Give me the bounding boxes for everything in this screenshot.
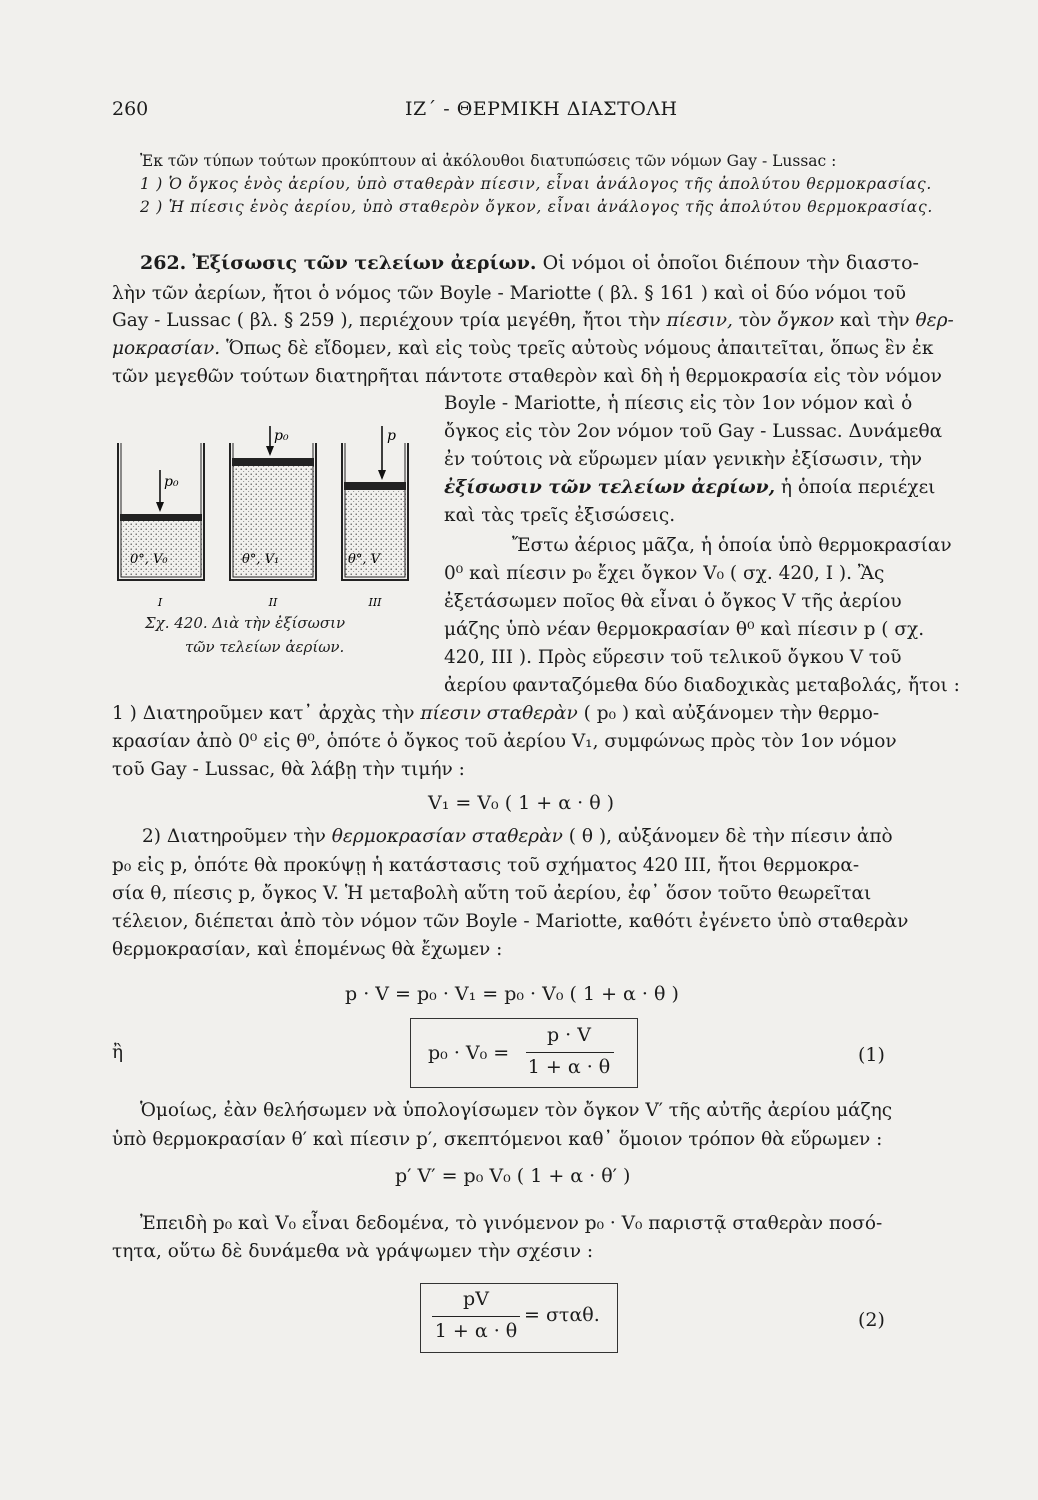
section-line: Boyle - Mariotte, ἡ πίεσις εἰς τὸν 1ον νόμον καὶ ὁ <box>444 393 913 414</box>
fraction-bar <box>432 1316 520 1317</box>
para3-line: ὑπὸ θερμοκρασίαν θ′ καὶ πίεσιν p′, σκεπτόμενοι καθ᾽ ὅμοιον τρόπον θὰ εὕρωμεν : <box>112 1129 883 1150</box>
step2-line: θερμοκρασίαν, καὶ ἑπομένως θὰ ἔχωμεν : <box>112 939 503 960</box>
step2-line: σία θ, πίεσις p, ὄγκος V. Ἡ μεταβολὴ αὕτη τοῦ ἀερίου, ἐφ᾽ ὅσον τοῦτο θεωρεῖται <box>112 883 872 904</box>
para4-line: τητα, οὕτω δὲ δυνάμεθα νὰ γράψωμεν τὴν σχέσιν : <box>112 1241 594 1262</box>
text-run: τὸν <box>738 310 772 331</box>
pressure-label: p₀ <box>164 474 179 490</box>
text-run: ( p₀ ) καὶ αὐξάνομεν τὴν θερμο- <box>583 703 880 724</box>
pressure-label: p <box>387 428 396 444</box>
intro-line: Ἐκ τῶν τύπων τούτων προκύπτουν αἱ ἀκόλουθοι διατυπώσεις τῶν νόμων Gay - Lussac : <box>140 152 837 170</box>
section-text: Οἱ νόμοι οἱ ὁποῖοι διέπουν τὴν διαστο- <box>542 252 919 274</box>
figure-part-label: II <box>268 596 278 609</box>
para4-line: Ἐπειδὴ p₀ καὶ V₀ εἶναι δεδομένα, τὸ γινόμενον p₀ · V₀ παριστᾷ σταθερὰν ποσό- <box>140 1213 883 1234</box>
section-line: ἐξετάσωμεν ποῖος θὰ εἶναι ὁ ὄγκος V τῆς ἀερίου <box>444 591 902 612</box>
state-label: θ°, V₁ <box>242 552 280 567</box>
equation-prime: p′ V′ = p₀ V₀ ( 1 + α · θ′ ) <box>395 1165 631 1187</box>
equation-2-rhs: = σταθ. <box>524 1304 600 1326</box>
equation-2-denominator: 1 + α · θ <box>434 1320 518 1342</box>
section-line: ὄγκος εἰς τὸν 2ον νόμον τοῦ Gay - Lussac. Δυνάμεθα <box>444 421 943 442</box>
text-run: καὶ τὴν <box>839 310 910 331</box>
equation-1-tag: (1) <box>858 1044 885 1066</box>
text-run: Ὅπως δὲ εἴδομεν, καὶ εἰς τοὺς τρεῖς αὐτοὺς νόμους ἀπαιτεῖται, ὅπως ἓν ἐκ <box>226 338 934 359</box>
text-run: 2) Διατηροῦμεν τὴν <box>142 826 326 847</box>
step2-line <box>142 826 893 847</box>
state-label: 0°, V₀ <box>130 552 168 567</box>
text-run: ἐξίσωσιν τῶν τελείων ἀερίων, <box>444 477 776 498</box>
section-line: καὶ τὰς τρεῖς ἐξισώσεις. <box>444 505 676 526</box>
equation-1-denominator: 1 + α · θ <box>527 1056 611 1078</box>
step1-line <box>112 703 879 724</box>
equation-v1: V₁ = V₀ ( 1 + α · θ ) <box>428 792 615 814</box>
page-number: 260 <box>112 98 149 120</box>
section-line: ἐν τούτοις νὰ εὕρωμεν μίαν γενικὴν ἐξίσωσιν, τὴν <box>444 449 923 470</box>
section-line <box>112 338 933 359</box>
text-run: πίεσιν, <box>666 310 733 331</box>
equation-1-numerator: p · V <box>546 1024 591 1046</box>
equation-2-numerator: pV <box>463 1288 489 1310</box>
section-line <box>444 477 935 498</box>
text-run: Gay - Lussac ( βλ. § 259 ), περιέχουν τρία μεγέθη, ἤτοι τὴν <box>112 310 661 331</box>
running-title: ΙΖ΄ - ΘΕΡΜΙΚΗ ΔΙΑΣΤΟΛΗ <box>405 98 678 120</box>
figure-caption: Σχ. 420. Διὰ τὴν ἐξίσωσιν <box>145 614 346 632</box>
section-line: ἀερίου φανταζόμεθα δύο διαδοχικὰς μεταβολάς, ἤτοι : <box>444 675 960 696</box>
text-run: ἡ ὁποία περιέχει <box>780 477 936 498</box>
text-run: θερ- <box>915 310 954 331</box>
equation-boyle: p · V = p₀ · V₁ = p₀ · V₀ ( 1 + α · θ ) <box>345 983 679 1005</box>
law-1: 1 ) Ὁ ὄγκος ἑνὸς ἀερίου, ὑπὸ σταθερὰν πίεσιν, εἶναι ἀνάλογος τῆς ἀπολύτου θερμοκρασίας. <box>140 175 933 193</box>
figure-part-label: I <box>157 596 163 609</box>
section-line: μάζης ὑπὸ νέαν θερμοκρασίαν θ⁰ καὶ πίεσιν p ( σχ. <box>444 619 925 640</box>
section-line: λὴν τῶν ἀερίων, ἤτοι ὁ νόμος τῶν Boyle - Mariotte ( βλ. § 161 ) καὶ οἱ δύο νόμοι τοῦ <box>112 283 907 304</box>
fraction-bar <box>526 1052 614 1053</box>
text-run: ( θ ), αὐξάνομεν δὲ τὴν πίεσιν ἀπὸ <box>568 826 893 847</box>
equation-2-tag: (2) <box>858 1309 885 1331</box>
state-label: θ°, V <box>348 552 380 567</box>
step2-line: τέλειον, διέπεται ἀπὸ τὸν νόμον τῶν Boyle - Mariotte, καθότι ἐγένετο ὑπὸ σταθερὰν <box>112 911 909 932</box>
pressure-label: p₀ <box>274 428 289 444</box>
law-2: 2 ) Ἡ πίεσις ἑνὸς ἀερίου, ὑπὸ σταθερὸν ὄγκον, εἶναι ἀνάλογος τῆς ἀπολύτου θερμοκρασίας. <box>140 198 933 216</box>
equation-1-lhs: p₀ · V₀ = <box>428 1042 510 1064</box>
or-word: ἢ <box>112 1042 124 1063</box>
figure-caption: τῶν τελείων ἀερίων. <box>185 638 345 656</box>
section-line: 0⁰ καὶ πίεσιν p₀ ἔχει ὄγκον V₀ ( σχ. 420, I ). Ἂς <box>444 563 885 584</box>
text-run: μοκρασίαν. <box>112 338 221 359</box>
text-run: ὄγκον <box>777 310 834 331</box>
step1-line: κρασίαν ἀπὸ 0⁰ εἰς θ⁰, ὁπότε ὁ ὄγκος τοῦ ἀερίου V₁, συμφώνως πρὸς τὸν 1ον νόμον <box>112 731 897 752</box>
step2-line: p₀ εἰς p, ὁπότε θὰ προκύψῃ ἡ κατάστασις τοῦ σχήματος 420 III, ἤτοι θερμοκρα- <box>112 855 860 876</box>
text-run: 1 ) Διατηροῦμεν κατ᾽ ἀρχὰς τὴν <box>112 703 415 724</box>
section-title: Ἐξίσωσις τῶν τελείων ἀερίων. <box>192 252 537 274</box>
section-line: Ἔστω ἀέριος μᾶζα, ἡ ὁποία ὑπὸ θερμοκρασίαν <box>512 535 952 556</box>
text-run: πίεσιν σταθερὰν <box>420 703 578 724</box>
text-run: θερμοκρασίαν σταθερὰν <box>331 826 563 847</box>
figure-part-label: III <box>368 596 382 609</box>
section-line <box>112 310 954 331</box>
step1-line: τοῦ Gay - Lussac, θὰ λάβῃ τὴν τιμήν : <box>112 759 465 780</box>
section-heading <box>140 252 919 274</box>
section-line: τῶν μεγεθῶν τούτων διατηρῆται πάντοτε σταθερὸν καὶ δὴ ἡ θερμοκρασία εἰς τὸν νόμον <box>112 366 942 387</box>
figure-420 <box>110 418 410 633</box>
section-line: 420, III ). Πρὸς εὕρεσιν τοῦ τελικοῦ ὄγκου V τοῦ <box>444 647 902 668</box>
section-number: 262. <box>140 252 187 274</box>
para3-line: Ὁμοίως, ἐὰν θελήσωμεν νὰ ὑπολογίσωμεν τὸν ὄγκον V′ τῆς αὐτῆς ἀερίου μάζης <box>140 1100 893 1121</box>
